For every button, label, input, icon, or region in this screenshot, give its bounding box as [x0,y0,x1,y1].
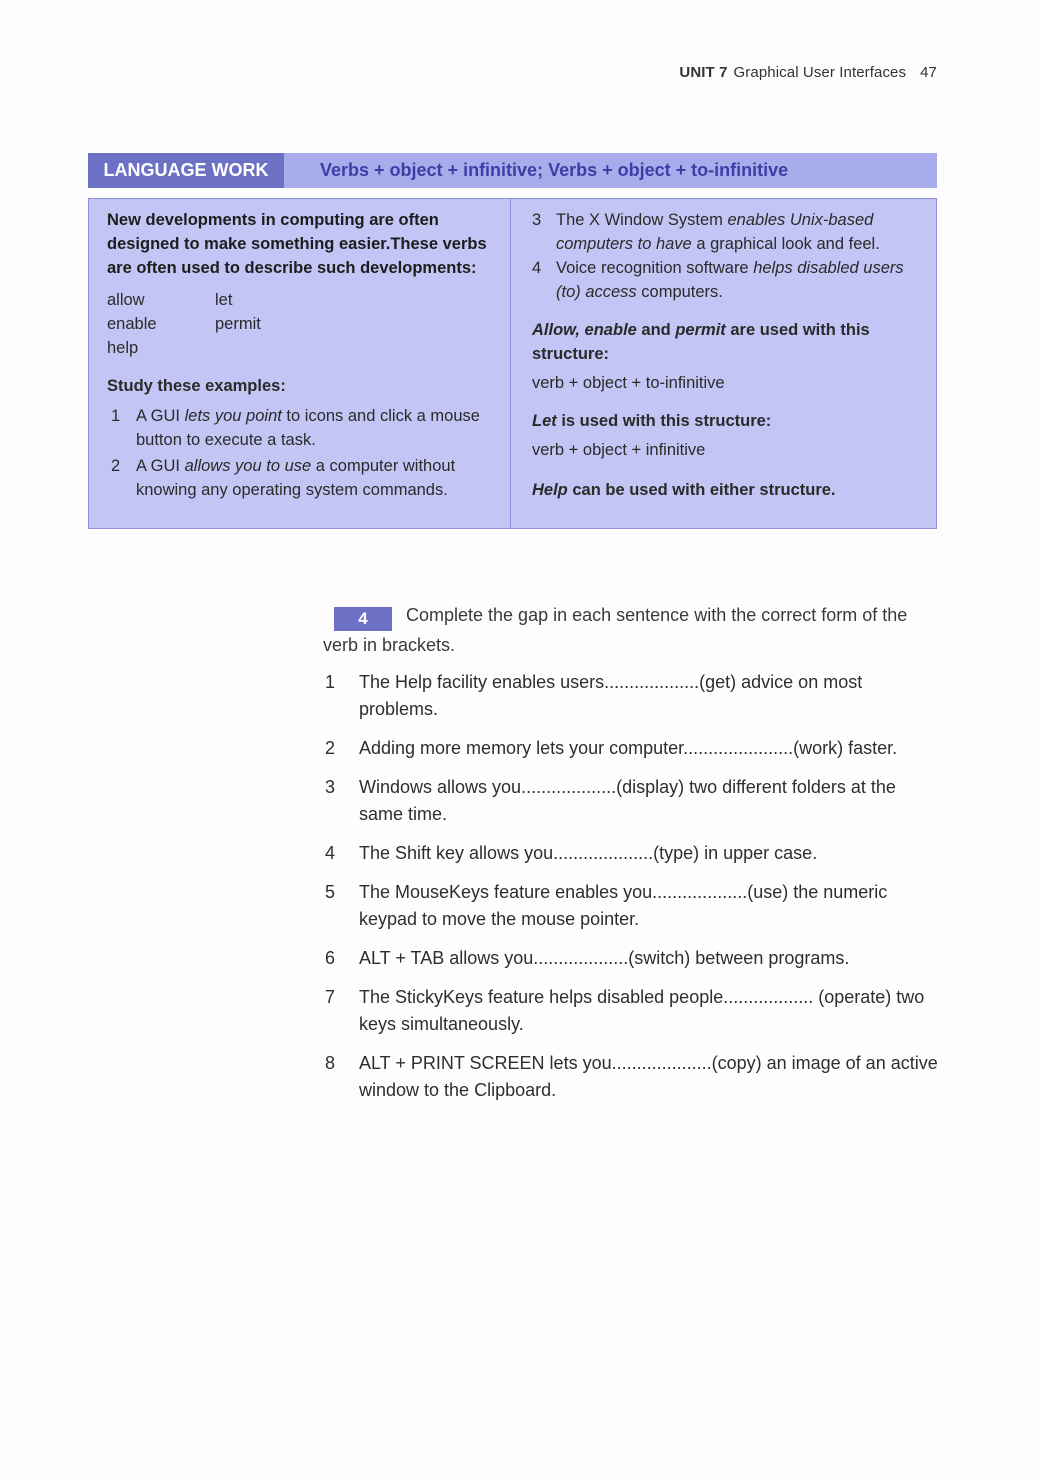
structure-to-infinitive: verb + object + to-infinitive [532,374,725,392]
page-number: 47 [920,64,937,81]
exercise-number: 8 [325,1053,336,1073]
exercise-item [323,735,943,762]
exercise-number: 5 [325,882,336,902]
language-work-box [88,198,937,529]
example-text: A GUI lets you point to icons and click a mouse button to execute a task. [136,407,480,449]
verb-item: enable [107,315,157,333]
language-work-right-column [511,199,936,528]
unit-label: UNIT 7 [679,64,728,81]
exercise-item [323,945,943,972]
exercise-item [323,840,943,867]
unit-title: Graphical User Interfaces [733,64,907,81]
exercise-text: The Shift key allows you....................(type) in upper case. [359,843,818,863]
example-number: 3 [532,211,542,229]
example-number: 4 [532,259,542,277]
exercise-text: The MouseKeys feature enables you...................(use) the numeric keypad to move the mouse pointer. [359,882,888,929]
verb-item: permit [215,315,261,333]
exercise-text: Windows allows you...................(display) two different folders at the same time. [359,777,896,824]
exercise-list [323,669,943,1116]
rule-help: Help can be used with either structure. [532,481,836,499]
language-work-left-column [89,199,511,528]
verb-item: allow [107,291,145,309]
exercise-text: The Help facility enables users...................(get) advice on most problems. [359,672,863,719]
rule-allow-enable-permit: Allow, enable and permit are used with this structure: [532,321,870,363]
task-instruction [323,601,938,659]
language-work-bar [88,153,937,188]
examples-heading: Study these examples: [107,377,286,395]
exercise-item [323,984,943,1038]
rule-let: Let is used with this structure: [532,412,772,430]
verb-item: help [107,339,139,357]
example-item [107,404,500,452]
example-text: The X Window System enables Unix-based computers to have a graphical look and feel. [556,211,880,253]
task-number-badge: 4 [334,607,392,631]
exercise-number: 4 [325,843,336,863]
exercise-number: 1 [325,672,336,692]
exercise-text: ALT + TAB allows you...................(switch) between programs. [359,948,850,968]
exercise-item [323,1050,943,1104]
exercise-number: 3 [325,777,336,797]
exercise-text: ALT + PRINT SCREEN lets you....................(copy) an image of an active window to the Clipboard. [359,1053,938,1100]
example-number: 1 [111,407,121,425]
exercise-text: The StickyKeys feature helps disabled people.................. (operate) two keys simultaneously. [359,987,925,1034]
exercise-item [323,774,943,828]
example-item [532,208,926,256]
exercise-number: 2 [325,738,336,758]
exercise-number: 6 [325,948,336,968]
task-instruction-text: Complete the gap in each sentence with the correct form of the verb in brackets. [323,605,908,655]
verb-item: let [215,291,233,309]
language-work-title: Verbs + object + infinitive; Verbs + object + to-infinitive [320,160,789,180]
exercise-item [323,879,943,933]
language-work-tag: LANGUAGE WORK [88,153,284,188]
example-text: Voice recognition software helps disabled users (to) access computers. [556,259,904,301]
example-text: A GUI allows you to use a computer without knowing any operating system commands. [136,457,456,499]
structure-infinitive: verb + object + infinitive [532,441,706,459]
page-header [679,64,937,81]
example-number: 2 [111,457,121,475]
example-item [532,256,926,304]
exercise-number: 7 [325,987,336,1007]
exercise-text: Adding more memory lets your computer......................(work) faster. [359,738,898,758]
example-item [107,454,500,502]
verb-list [107,288,500,360]
exercise-item [323,669,943,723]
intro-text: New developments in computing are often designed to make something easier.These verbs are often used to describe such developments: [107,211,487,277]
